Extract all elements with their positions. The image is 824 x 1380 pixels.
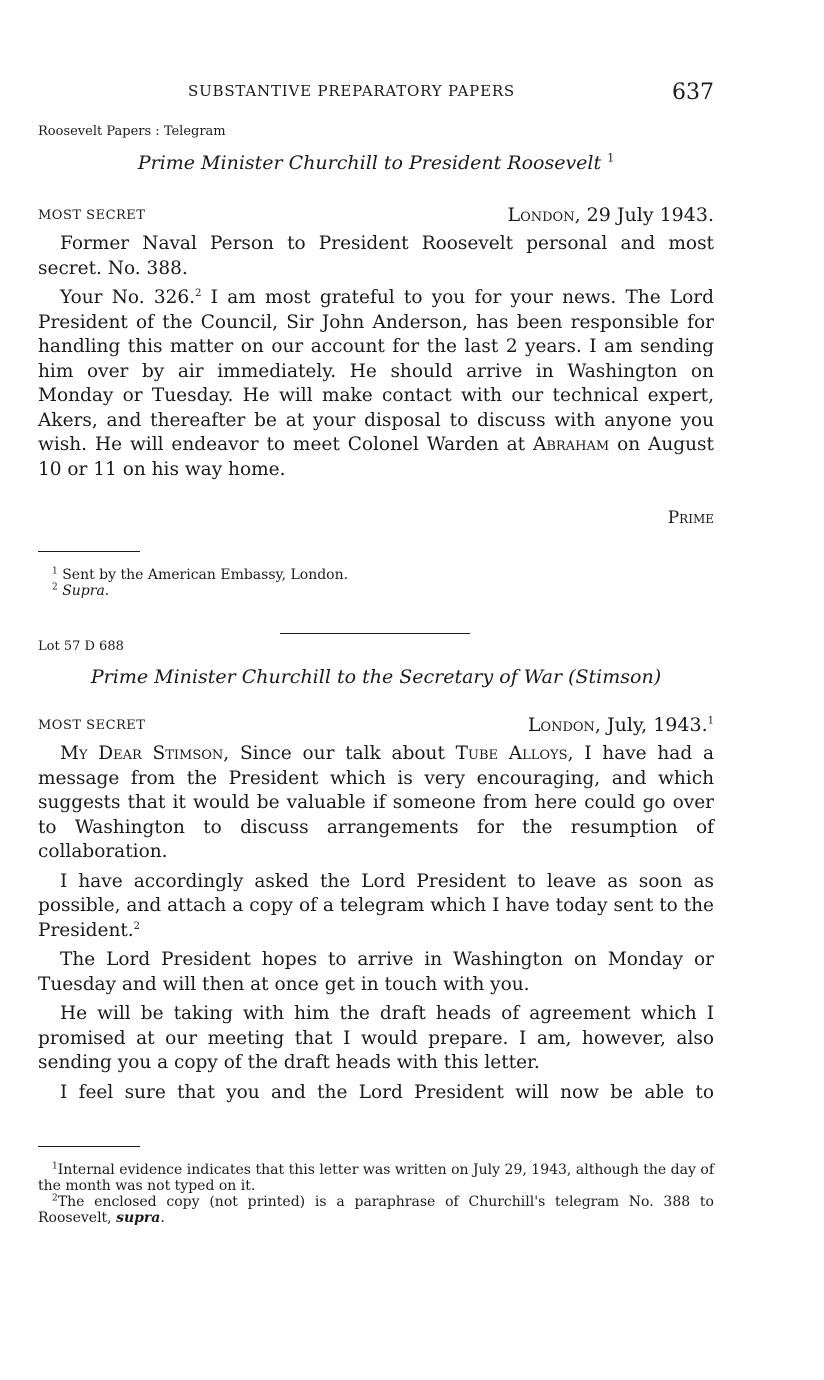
doc1-p2-end: on August 10 or 11 on his way home. bbox=[38, 434, 714, 480]
doc1-p2-code: Abraham bbox=[533, 434, 610, 455]
doc1-p2-start: Your No. 326. bbox=[60, 287, 196, 308]
doc1-class-line bbox=[38, 204, 714, 230]
doc1-source: Roosevelt Papers : Telegram bbox=[38, 124, 226, 139]
doc2-fn2-text-c: . bbox=[160, 1210, 165, 1226]
doc2-footnote-1 bbox=[38, 1162, 714, 1194]
page-number: 637 bbox=[672, 80, 714, 105]
doc1-footnotes bbox=[38, 567, 714, 599]
doc1-classification: MOST SECRET bbox=[38, 208, 146, 223]
doc1-fn2-text: Supra. bbox=[62, 583, 110, 599]
doc2-p2-note: 2 bbox=[133, 920, 141, 932]
doc2-fn1-text: Internal evidence indicates that this letter was written on July 29, 1943, although the day of the month was not typed on it. bbox=[38, 1162, 714, 1194]
doc1-date: , 29 July 1943. bbox=[574, 204, 714, 226]
doc2-date-note: 1 bbox=[707, 715, 714, 727]
doc1-fn1-text: Sent by the American Embassy, London. bbox=[62, 567, 349, 583]
doc2-p1-b: , I have had a message from the President which is very encouraging, and which suggests that it would be valuable if someone from here could go over to Washington to discuss arrangements for the resumption of collaboration. bbox=[38, 743, 714, 862]
doc2-dateline bbox=[528, 714, 714, 736]
doc2-paragraph-5: I feel sure that you and the Lord President will now be able to bbox=[60, 1081, 714, 1103]
doc2-fn2-text-b: supra bbox=[116, 1210, 161, 1226]
doc1-paragraph-2 bbox=[38, 286, 714, 482]
doc2-footnotes bbox=[38, 1162, 714, 1226]
doc2-p2-text: I have accordingly asked the Lord President to leave as soon as possible, and attach a copy of a telegram which I have today sent to the President. bbox=[38, 870, 714, 941]
doc1-dateline bbox=[507, 204, 714, 226]
doc1-signature: Prime bbox=[667, 508, 714, 528]
doc2-salutation: My Dear Stimson, bbox=[60, 743, 230, 764]
doc2-paragraph-3: The Lord President hopes to arrive in Washington on Monday or Tuesday and will then at once get in touch with you. bbox=[38, 949, 714, 995]
doc2-source: Lot 57 D 688 bbox=[38, 639, 124, 654]
doc1-fn2-mark: 2 bbox=[52, 582, 58, 593]
doc1-title-text: Prime Minister Churchill to President Roosevelt bbox=[137, 152, 602, 174]
running-title: SUBSTANTIVE PREPARATORY PAPERS bbox=[188, 82, 515, 100]
doc2-place: London bbox=[527, 714, 595, 736]
doc1-place: London bbox=[507, 204, 575, 226]
running-head bbox=[38, 80, 714, 110]
doc2-fn2-text-a: The enclosed copy (not printed) is a paraphrase of Churchill's telegram No. 388 to Roosevelt, bbox=[38, 1194, 714, 1226]
doc1-body bbox=[38, 232, 714, 482]
doc2-footnote-2 bbox=[38, 1194, 714, 1226]
doc1-fn1-mark: 1 bbox=[52, 566, 58, 577]
doc2-fn2-mark: 2 bbox=[52, 1193, 58, 1204]
doc2-fn1-mark: 1 bbox=[52, 1161, 58, 1172]
doc2-classification: MOST SECRET bbox=[38, 718, 146, 733]
doc1-title-note: 1 bbox=[607, 151, 615, 165]
doc2-date: , July, 1943. bbox=[594, 714, 708, 736]
doc1-p2-rest: I am most grateful to you for your news. The Lord President of the Council, Sir John Anderson, has been responsible for handling this matter on our account for the last 2 years. I am sending him over by air immediately. He should arrive in Washington on Monday or Tuesday. He will make contact with our technical expert, Akers, and thereafter be at your disposal to discuss with anyone you wish. He will endeavor to meet Colonel Warden at bbox=[38, 287, 714, 455]
doc2-p1-a: Since our talk about bbox=[229, 743, 456, 764]
doc2-paragraph-2 bbox=[38, 870, 714, 944]
doc2-class-line bbox=[38, 714, 714, 740]
doc2-paragraph-1 bbox=[38, 742, 714, 865]
doc1-paragraph-1: Former Naval Person to President Roosevelt personal and most secret. No. 388. bbox=[38, 233, 714, 279]
doc1-footnote-2 bbox=[38, 583, 714, 599]
doc2-title: Prime Minister Churchill to the Secretary of War (Stimson) bbox=[90, 666, 662, 688]
doc1-title bbox=[38, 152, 714, 174]
doc2-p1-code: Tube Alloys bbox=[455, 743, 568, 764]
doc1-footnote-1 bbox=[38, 567, 714, 583]
doc1-footnote-rule bbox=[38, 551, 140, 552]
document-separator bbox=[280, 633, 470, 634]
doc1-p2-note: 2 bbox=[195, 287, 202, 299]
doc2-body bbox=[38, 742, 714, 1105]
doc2-footnote-rule bbox=[38, 1146, 140, 1147]
doc2-paragraph-4: He will be taking with him the draft heads of agreement which I promised at our meeting that I would prepare. I am, however, also sending you a copy of the draft heads with this letter. bbox=[38, 1003, 714, 1073]
